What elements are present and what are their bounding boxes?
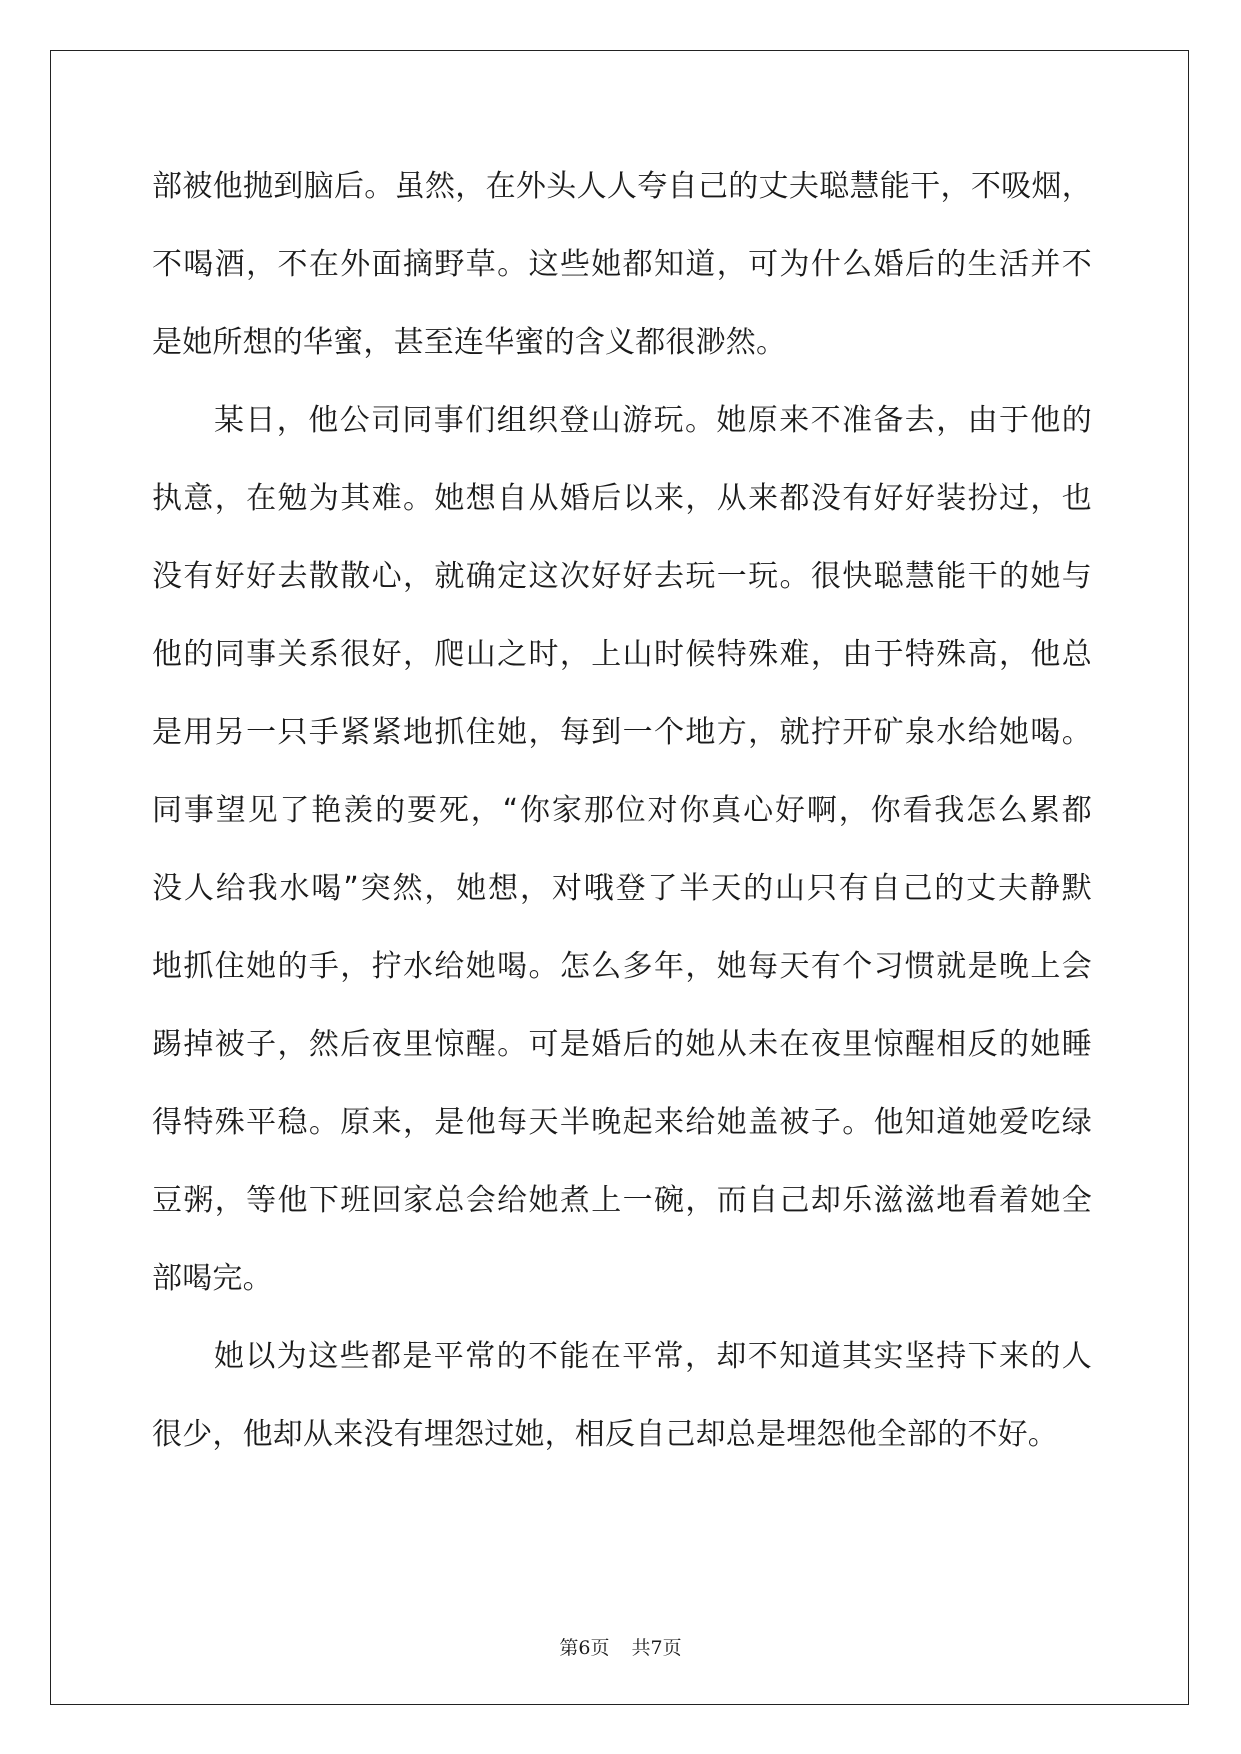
text-line: 部喝完。 <box>152 1261 273 1296</box>
page-number-total: 共7页 <box>631 1637 682 1659</box>
document-body <box>152 148 1092 1474</box>
page-footer <box>0 1633 1241 1660</box>
text-line: 执意，在勉为其难。她想自从婚后以来，从来都没有好好装扮过，也 <box>152 481 1092 516</box>
text-line: 没有好好去散散心，就确定这次好好去玩一玩。很快聪慧能干的她与 <box>152 559 1092 594</box>
text-line: 部被他抛到脑后。虽然，在外头人人夸自己的丈夫聪慧能干，不吸烟， <box>152 169 1092 204</box>
text-line: 不喝酒，不在外面摘野草。这些她都知道，可为什么婚后的生活并不 <box>152 247 1092 282</box>
text-line: 没人给我水喝”突然，她想，对哦登了半天的山只有自己的丈夫静默 <box>152 871 1092 906</box>
text-line: 地抓住她的手，拧水给她喝。怎么多年，她每天有个习惯就是晚上会 <box>152 949 1092 984</box>
text-line: 是她所想的华蜜，甚至连华蜜的含义都很渺然。 <box>152 325 787 360</box>
text-line: 豆粥，等他下班回家总会给她煮上一碗，而自己却乐滋滋地看着她全 <box>152 1183 1092 1218</box>
page-number-current: 第6页 <box>559 1637 610 1659</box>
text-line: 是用另一只手紧紧地抓住她，每到一个地方，就拧开矿泉水给她喝。 <box>152 715 1092 750</box>
text-line: 得特殊平稳。原来，是他每天半晚起来给她盖被子。他知道她爱吃绿 <box>152 1105 1092 1140</box>
text-line: 同事望见了艳羡的要死，“你家那位对你真心好啊，你看我怎么累都 <box>152 793 1092 828</box>
text-line: 很少，他却从来没有埋怨过她，相反自己却总是埋怨他全部的不好。 <box>152 1417 1058 1452</box>
text-line: 踢掉被子，然后夜里惊醒。可是婚后的她从未在夜里惊醒相反的她睡 <box>152 1027 1092 1062</box>
text-line: 他的同事关系很好，爬山之时，上山时候特殊难，由于特殊高，他总 <box>152 637 1092 672</box>
text-line: 某日，他公司同事们组织登山游玩。她原来不准备去，由于他的 <box>214 403 1092 438</box>
text-line: 她以为这些都是平常的不能在平常，却不知道其实坚持下来的人 <box>214 1339 1092 1374</box>
